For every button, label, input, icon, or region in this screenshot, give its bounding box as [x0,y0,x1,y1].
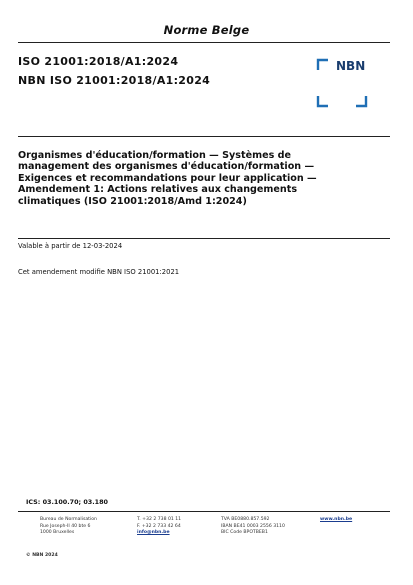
footer-divider [18,511,390,512]
footer-iban: IBAN BE41 0003 2556 3110 [221,523,285,529]
valid-from-date: Valable à partir de 12-03-2024 [18,242,123,250]
nbn-logo-text: NBN [336,59,366,73]
footer-address-line: Rue Joseph-II 40 bte 6 [40,523,91,529]
footer-address [40,517,97,537]
amendment-note: Cet amendement modifie NBN ISO 21001:2021 [18,268,180,276]
footer-address-line: Bureau de Normalisation [40,517,97,522]
title-top-divider [18,136,390,137]
footer-phone: T. +32 2 738 01 11 [137,517,182,522]
footer-fax: F. +32 2 733 42 64 [137,523,181,529]
copyright-notice: © NBN 2024 [26,553,58,558]
ics-codes: ICS: 03.100.70; 03.180 [26,498,108,506]
header-divider [18,42,390,43]
footer-bic: BIC Code BPOTBEB1 [221,530,268,536]
footer-bank [221,517,285,537]
iso-standard-code: ISO 21001:2018/A1:2024 [18,55,179,68]
footer-website-link[interactable]: www.nbn.be [320,517,353,522]
document-title: Organismes d'éducation/formation — Systèmes de management des organismes d'éducation/formation — Exigences et recommandations pour leur application — Amendement 1: Actions relatives aux changements climatiques (ISO 21001:2018/Amd 1:2024) [18,150,317,207]
footer-address-line: 1000 Bruxelles [40,530,75,536]
title-bottom-divider [18,238,390,239]
footer-contact [137,517,181,537]
footer-email-link[interactable]: info@nbn.be [137,530,170,536]
footer-vat: TVA BE0880.857.592 [221,517,270,522]
nbn-standard-code: NBN ISO 21001:2018/A1:2024 [18,74,211,87]
page-header-title: Norme Belge [163,23,250,37]
footer-website [320,517,352,524]
nbn-logo [316,58,368,108]
